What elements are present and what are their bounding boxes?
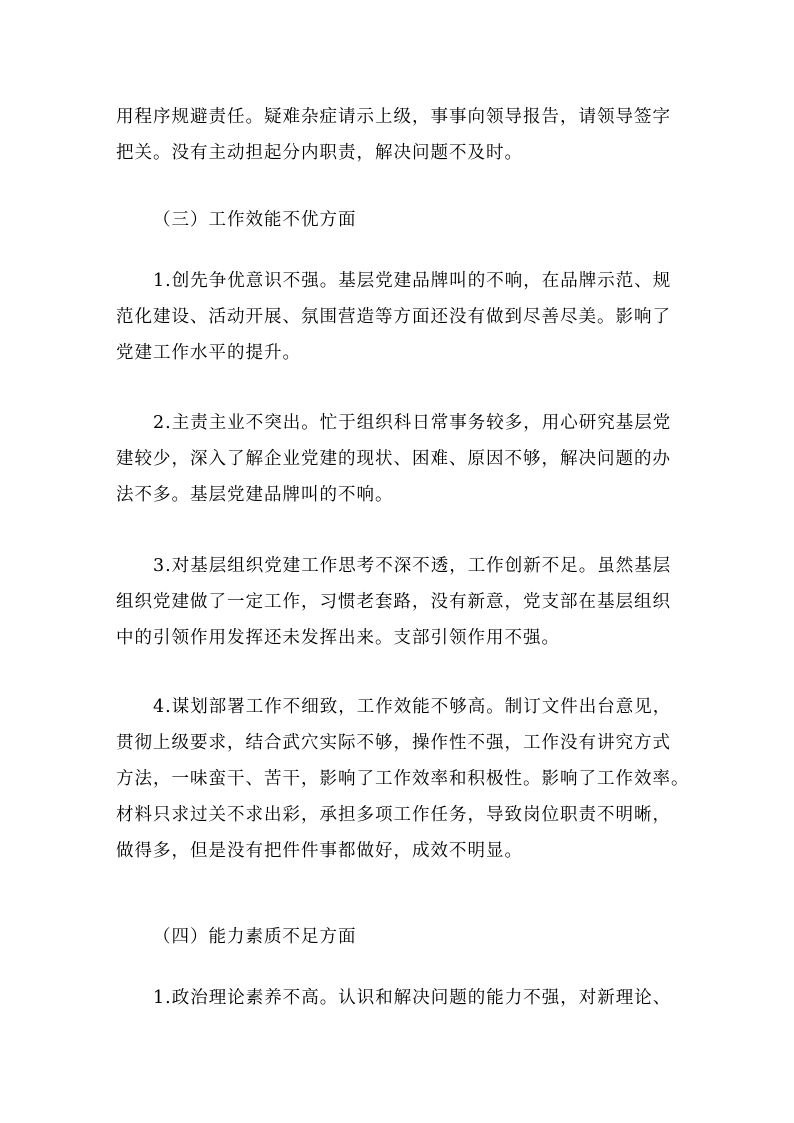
section-heading-3 bbox=[116, 202, 682, 238]
paragraph-item-3 bbox=[116, 548, 682, 656]
text-line: 1.政治理论素养不高。认识和解决问题的能力不强，对新理论、 bbox=[153, 988, 672, 1008]
text-line: 范化建设、活动开展、氛围营造等方面还没有做到尽善尽美。影响了 bbox=[116, 307, 671, 327]
text-line: 材料只求过关不求出彩，承担多项工作任务，导致岗位职责不明晰， bbox=[116, 805, 671, 825]
text-line: 组织党建做了一定工作，习惯老套路，没有新意，党支部在基层组织 bbox=[116, 592, 671, 612]
text-line: 用程序规避责任。疑难杂症请示上级，事事向领导报告，请领导签字 bbox=[116, 107, 671, 127]
text-line: 中的引领作用发挥还未发挥出来。支部引领作用不强。 bbox=[116, 628, 560, 648]
text-line: 党建工作水平的提升。 bbox=[116, 343, 301, 363]
section-heading-4 bbox=[116, 919, 682, 955]
paragraph-item-4 bbox=[116, 689, 690, 869]
paragraph-item-2 bbox=[116, 405, 682, 513]
text-line: 贯彻上级要求，结合武穴实际不够，操作性不强，工作没有讲究方式 bbox=[116, 733, 671, 753]
heading-text: （四）能力素质不足方面 bbox=[153, 927, 357, 947]
heading-text: （三）工作效能不优方面 bbox=[153, 210, 357, 230]
text-line: 4.谋划部署工作不细致，工作效能不够高。制订文件出台意见， bbox=[153, 697, 672, 717]
text-line: 法不多。基层党建品牌叫的不响。 bbox=[116, 485, 394, 505]
text-line: 把关。没有主动担起分内职责，解决问题不及时。 bbox=[116, 143, 523, 163]
text-line: 方法，一味蛮干、苦干，影响了工作效率和积极性。影响了工作效率。 bbox=[116, 769, 690, 789]
paragraph-item-1 bbox=[116, 263, 682, 371]
text-line: 做得多，但是没有把件件事都做好，成效不明显。 bbox=[116, 841, 523, 861]
paragraph-continuation bbox=[116, 99, 682, 171]
text-line: 建较少，深入了解企业党建的现状、困难、原因不够，解决问题的办 bbox=[116, 449, 671, 469]
text-line: 1.创先争优意识不强。基层党建品牌叫的不响，在品牌示范、规 bbox=[153, 271, 672, 291]
text-line: 2.主责主业不突出。忙于组织科日常事务较多，用心研究基层党 bbox=[153, 413, 672, 433]
paragraph-item-1-ability bbox=[116, 980, 682, 1016]
text-line: 3.对基层组织党建工作思考不深不透，工作创新不足。虽然基层 bbox=[153, 556, 672, 576]
